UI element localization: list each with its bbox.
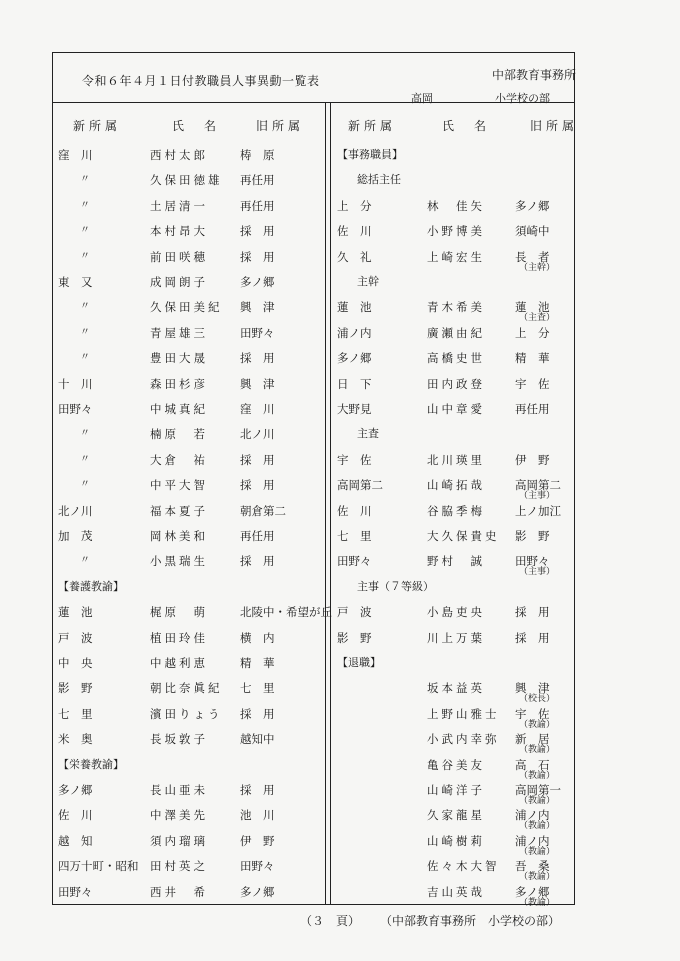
new-affiliation: 四万十町・昭和 (58, 859, 139, 874)
old-affiliation: 高岡第一 (515, 783, 561, 797)
position-note: （主事） (519, 567, 556, 578)
new-affiliation: 戸 波 (58, 630, 93, 645)
old-affiliation: 蓮 池 (515, 300, 550, 315)
person-name: 山中章愛 (427, 402, 485, 416)
old-affiliation: 採 用 (240, 554, 275, 569)
region-name: 高岡 (411, 92, 433, 105)
old-affiliation: 北陵中・希望が丘 (240, 605, 332, 620)
person-name: 植田玲佳 (150, 630, 208, 645)
subsection-heading: 総括主任 (357, 173, 401, 187)
new-affiliation: 蓮 池 (58, 605, 93, 620)
person-name: 中澤美先 (150, 808, 208, 823)
person-name: 西村太郎 (150, 148, 208, 162)
office-name: 中部教育事務所 (492, 68, 577, 82)
person-name: 須内瑠璃 (150, 833, 208, 848)
right-col-old-header: 旧所属 (530, 119, 579, 133)
ditto-mark: 〃 (80, 199, 90, 211)
person-name: 吉山英哉 (427, 884, 485, 899)
new-affiliation: 久 礼 (337, 249, 372, 264)
person-name: 林 佳矢 (427, 198, 485, 213)
new-affiliation: 上 分 (337, 198, 372, 213)
old-affiliation: 田野々 (515, 554, 550, 569)
new-affiliation: 蓮 池 (337, 300, 372, 315)
old-affiliation: 吾 桑 (515, 859, 550, 874)
position-note: （主幹） (519, 262, 556, 273)
person-name: 豊田大晟 (150, 351, 208, 366)
old-affiliation: 採 用 (240, 783, 275, 797)
person-name: 小島吏央 (427, 605, 485, 620)
old-affiliation: 伊 野 (240, 833, 275, 848)
old-affiliation: 再任用 (240, 529, 275, 543)
person-name: 亀谷美友 (427, 757, 485, 772)
person-name: 森田杉彦 (150, 376, 208, 391)
old-affiliation: 高 石 (515, 757, 550, 772)
subsection-heading: 主事（７等級） (357, 579, 434, 593)
person-name: 上崎宏生 (427, 249, 485, 264)
old-affiliation: 多ノ郷 (240, 275, 275, 289)
person-name: 朝比奈眞紀 (150, 681, 223, 696)
new-affiliation: 北ノ川 (58, 503, 93, 518)
old-affiliation: 宇 佐 (515, 376, 550, 391)
ditto-mark: 〃 (80, 428, 90, 440)
new-affiliation: 東 又 (58, 275, 93, 289)
person-name: 野村 誠 (427, 554, 485, 569)
left-col-old-header: 旧所属 (256, 119, 305, 133)
position-note: （校長） (519, 694, 556, 705)
ditto-mark: 〃 (80, 250, 90, 262)
column-divider-right (330, 102, 331, 905)
right-col-name-header: 氏 名 (442, 119, 491, 133)
page-frame (52, 52, 575, 905)
column-divider-left (325, 102, 326, 905)
old-affiliation: 精 華 (240, 656, 275, 670)
new-affiliation: 田野々 (337, 554, 372, 569)
old-affiliation: 上 分 (515, 325, 550, 340)
old-affiliation: 採 用 (515, 605, 550, 620)
person-name: 坂本益英 (427, 681, 485, 696)
person-name: 中平大智 (150, 478, 208, 493)
old-affiliation: 多ノ郷 (240, 884, 275, 899)
new-affiliation: 影 野 (337, 630, 372, 645)
left-col-new-header: 新所属 (73, 119, 122, 133)
old-affiliation: 再任用 (240, 173, 275, 188)
person-name: 西井 希 (150, 884, 208, 899)
person-name: 濱田りょう (150, 706, 223, 721)
new-affiliation: 浦ノ内 (337, 325, 372, 340)
new-affiliation: 十 川 (58, 376, 93, 391)
new-affiliation: 佐 川 (337, 224, 372, 239)
person-name: 久保田美紀 (150, 300, 223, 315)
new-affiliation: 加 茂 (58, 529, 93, 543)
position-note: （教諭） (519, 796, 556, 806)
old-affiliation: 新 居 (515, 732, 550, 747)
person-name: 福本夏子 (150, 503, 208, 518)
position-note: （教諭） (519, 846, 556, 857)
person-name: 青屋雄三 (150, 325, 208, 340)
person-name: 小黒瑞生 (150, 554, 208, 569)
old-affiliation: 北ノ川 (240, 427, 275, 442)
page-footer (300, 912, 560, 929)
ditto-mark: 〃 (80, 174, 90, 186)
old-affiliation: 池 川 (240, 808, 275, 823)
person-name: 廣瀬由紀 (427, 325, 485, 340)
person-name: 高橋史世 (427, 351, 485, 366)
person-name: 青木希美 (427, 300, 485, 315)
old-affiliation: 伊 野 (515, 452, 550, 467)
position-note: （教諭） (519, 897, 556, 908)
old-affiliation: 採 用 (240, 224, 275, 239)
new-affiliation: 多ノ郷 (337, 351, 372, 366)
position-note: （教諭） (519, 770, 556, 781)
old-affiliation: 多ノ郷 (515, 198, 550, 213)
position-note: （教諭） (519, 745, 556, 756)
old-affiliation: 興 津 (240, 300, 275, 315)
person-name: 岡林美和 (150, 529, 208, 543)
old-affiliation: 長 者 (515, 249, 550, 264)
old-affiliation: 採 用 (240, 706, 275, 721)
person-name: 土居清一 (150, 198, 208, 213)
old-affiliation: 興 津 (515, 681, 550, 696)
person-name: 長坂敦子 (150, 732, 208, 747)
subsection-heading: 主査 (357, 427, 379, 441)
person-name: 久保田徳雄 (150, 173, 223, 188)
old-affiliation: 窪 川 (240, 402, 275, 416)
new-affiliation: 米 奥 (58, 732, 93, 747)
header-divider (52, 102, 575, 103)
old-affiliation: 再任用 (515, 402, 550, 416)
school-section-label (411, 90, 550, 106)
person-name: 大倉 祐 (150, 452, 208, 467)
new-affiliation: 戸 波 (337, 605, 372, 620)
person-name: 山崎拓哉 (427, 478, 485, 493)
footer-office-section: （中部教育事務所 小学校の部） (386, 914, 561, 928)
new-affiliation: 越 知 (58, 833, 93, 848)
person-name: 佐々木大智 (427, 859, 500, 874)
person-name: 長山亜未 (150, 783, 208, 797)
person-name: 上野山雅士 (427, 706, 500, 721)
person-name: 本村昂大 (150, 224, 208, 239)
old-affiliation: 採 用 (240, 249, 275, 264)
old-affiliation: 採 用 (240, 351, 275, 366)
old-affiliation: 七 里 (240, 681, 275, 696)
person-name: 久家龍星 (427, 808, 485, 823)
person-name: 成岡朗子 (150, 275, 208, 289)
old-affiliation: 須崎中 (515, 224, 550, 239)
new-affiliation: 佐 川 (58, 808, 93, 823)
old-affiliation: 浦ノ内 (515, 833, 550, 848)
section-heading: 【養護教諭】 (58, 579, 124, 593)
old-affiliation: 宇 佐 (515, 706, 550, 721)
old-affiliation: 上ノ加江 (515, 503, 561, 518)
right-col-new-header: 新所属 (348, 119, 397, 133)
person-name: 山崎樹莉 (427, 833, 485, 848)
position-note: （教諭） (519, 821, 556, 832)
old-affiliation: 影 野 (515, 529, 550, 543)
section-name: 小学校の部 (495, 92, 550, 105)
old-affiliation: 浦ノ内 (515, 808, 550, 823)
old-affiliation: 横 内 (240, 630, 275, 645)
new-affiliation: 七 里 (337, 529, 372, 543)
position-note: （主事） (519, 491, 556, 502)
new-affiliation: 多ノ郷 (58, 783, 93, 797)
new-affiliation: 佐 川 (337, 503, 372, 518)
person-name: 北川瑛里 (427, 452, 485, 467)
ditto-mark: 〃 (80, 555, 90, 567)
document-title: 令和６年４月１日付教職員人事異動一覧表 (82, 74, 320, 88)
section-heading: 【退職】 (337, 656, 381, 669)
old-affiliation: 田野々 (240, 325, 275, 340)
new-affiliation: 窪 川 (58, 148, 93, 162)
person-name: 小武内幸弥 (427, 732, 500, 747)
left-col-name-header: 氏 名 (172, 119, 221, 133)
person-name: 楠原 若 (150, 427, 208, 442)
old-affiliation: 採 用 (240, 452, 275, 467)
new-affiliation: 影 野 (58, 681, 93, 696)
ditto-mark: 〃 (80, 225, 90, 237)
section-heading: 【栄養教諭】 (58, 757, 124, 771)
person-name: 大久保貴史 (427, 529, 500, 543)
ditto-mark: 〃 (80, 301, 90, 313)
subsection-heading: 主幹 (357, 275, 379, 288)
old-affiliation: 興 津 (240, 376, 275, 391)
person-name: 谷脇季梅 (427, 503, 485, 518)
new-affiliation: 田野々 (58, 884, 93, 899)
new-affiliation: 宇 佐 (337, 452, 372, 467)
person-name: 中城真紀 (150, 402, 208, 416)
old-affiliation: 越知中 (240, 732, 275, 747)
person-name: 山崎洋子 (427, 783, 485, 797)
person-name: 梶原 萌 (150, 605, 208, 620)
ditto-mark: 〃 (80, 479, 90, 491)
old-affiliation: 梼 原 (240, 148, 275, 162)
old-affiliation: 再任用 (240, 198, 275, 213)
old-affiliation: 採 用 (240, 478, 275, 493)
old-affiliation: 高岡第二 (515, 478, 561, 493)
ditto-mark: 〃 (80, 453, 90, 465)
person-name: 小野博美 (427, 224, 485, 239)
ditto-mark: 〃 (80, 352, 90, 364)
ditto-mark: 〃 (80, 326, 90, 338)
position-note: （主査） (519, 313, 556, 324)
new-affiliation: 大野見 (337, 402, 372, 416)
old-affiliation: 朝倉第二 (240, 503, 286, 518)
person-name: 川上万葉 (427, 630, 485, 645)
old-affiliation: 田野々 (240, 859, 275, 874)
new-affiliation: 日 下 (337, 376, 372, 391)
new-affiliation: 高岡第二 (337, 478, 383, 493)
person-name: 中越利恵 (150, 656, 208, 670)
section-heading: 【事務職員】 (337, 148, 403, 161)
page-number: （３ 頁） (300, 914, 361, 928)
new-affiliation: 田野々 (58, 402, 93, 416)
new-affiliation: 中 央 (58, 656, 93, 670)
old-affiliation: 精 華 (515, 351, 550, 366)
new-affiliation: 七 里 (58, 706, 93, 721)
old-affiliation: 採 用 (515, 630, 550, 645)
old-affiliation: 多ノ郷 (515, 884, 550, 899)
position-note: （教諭） (519, 872, 556, 883)
position-note: （教諭） (519, 719, 556, 730)
person-name: 前田咲穂 (150, 249, 208, 264)
person-name: 田村英之 (150, 859, 208, 874)
person-name: 田内政登 (427, 376, 485, 391)
